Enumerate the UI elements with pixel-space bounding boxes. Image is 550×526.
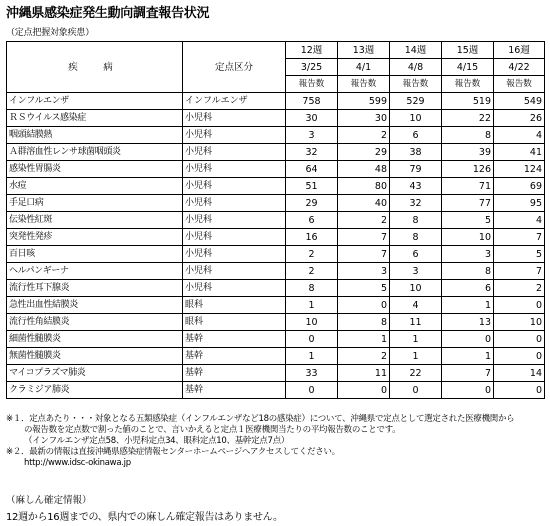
report-count-cell: 758 (286, 93, 338, 110)
report-count-cell: 4 (494, 212, 545, 229)
report-count-cell: 5 (494, 246, 545, 263)
table-row (7, 246, 545, 263)
report-count-cell: 5 (442, 212, 494, 229)
disease-name-cell: 咽頭結膜熱 (7, 127, 183, 144)
type-column-header: 定点区分 (183, 42, 286, 93)
report-count-cell: 71 (442, 178, 494, 195)
disease-name-cell: 急性出血性結膜炎 (7, 297, 183, 314)
report-count-cell: 6 (390, 246, 442, 263)
report-count-cell: 95 (494, 195, 545, 212)
report-count-cell: 2 (338, 127, 390, 144)
report-count-cell: 4 (390, 297, 442, 314)
report-count-cell: 0 (390, 382, 442, 399)
footnote-2-line-1: ※２．最新の情報は直接沖縄県感染症情報センターホームページへアクセスしてください。 (6, 447, 340, 457)
report-count-cell: 2 (286, 246, 338, 263)
week-header: 12週 (286, 42, 338, 59)
sentinel-type-cell: 小児科 (183, 263, 286, 280)
sentinel-type-cell: 小児科 (183, 127, 286, 144)
report-count-cell: 8 (338, 314, 390, 331)
report-count-cell: 10 (494, 314, 545, 331)
report-count-cell: 0 (338, 297, 390, 314)
report-count-cell: 8 (390, 229, 442, 246)
report-count-cell: 10 (390, 110, 442, 127)
disease-name-cell: インフルエンザ (7, 93, 183, 110)
unit-header: 報告数 (442, 76, 494, 93)
week-header: 14週 (390, 42, 442, 59)
week-header-row (7, 42, 545, 59)
report-count-cell: 549 (494, 93, 545, 110)
report-count-cell: 51 (286, 178, 338, 195)
table-row (7, 229, 545, 246)
report-count-cell: 0 (286, 331, 338, 348)
disease-name-cell: 細菌性髄膜炎 (7, 331, 183, 348)
date-header: 4/22 (494, 59, 545, 76)
report-count-cell: 29 (338, 144, 390, 161)
report-count-cell: 529 (390, 93, 442, 110)
report-count-cell: 6 (286, 212, 338, 229)
sentinel-type-cell: 基幹 (183, 365, 286, 382)
report-count-cell: 3 (390, 263, 442, 280)
report-count-cell: 1 (390, 348, 442, 365)
report-count-cell: 10 (390, 280, 442, 297)
report-count-cell: 0 (338, 382, 390, 399)
disease-name-cell: 手足口病 (7, 195, 183, 212)
report-count-cell: 43 (390, 178, 442, 195)
report-count-cell: 0 (286, 382, 338, 399)
footnote-1-line-2: の報告数を定点数で割った値のことで、言いかえると定点１医療機関当たりの平均報告数のことです。 (24, 425, 401, 435)
report-count-cell: 8 (442, 263, 494, 280)
report-count-cell: 3 (338, 263, 390, 280)
report-count-cell: 16 (286, 229, 338, 246)
unit-header: 報告数 (390, 76, 442, 93)
page-subtitle: （定点把握対象疾患） (6, 28, 95, 38)
report-count-cell: 39 (442, 144, 494, 161)
report-count-cell: 8 (286, 280, 338, 297)
sentinel-type-cell: インフルエンザ (183, 93, 286, 110)
table-row (7, 161, 545, 178)
page-title: 沖縄県感染症発生動向調査報告状況 (6, 6, 210, 21)
table-row (7, 110, 545, 127)
measles-statement: 12週から16週までの、県内での麻しん確定報告はありません。 (6, 512, 283, 523)
footnote-1-line-1: ※１．定点あたり・・・対象となる五類感染症（インフルエンザなど18の感染症）について、沖縄県で定点として選定された医療機関から (6, 414, 515, 424)
table-header (7, 42, 545, 93)
sentinel-type-cell: 小児科 (183, 246, 286, 263)
report-count-cell: 2 (338, 348, 390, 365)
sentinel-type-cell: 基幹 (183, 331, 286, 348)
report-count-cell: 10 (442, 229, 494, 246)
date-header: 4/1 (338, 59, 390, 76)
report-count-cell: 2 (494, 280, 545, 297)
sentinel-type-cell: 眼科 (183, 297, 286, 314)
sentinel-type-cell: 眼科 (183, 314, 286, 331)
disease-name-cell: 突発性発疹 (7, 229, 183, 246)
report-count-cell: 64 (286, 161, 338, 178)
unit-header: 報告数 (494, 76, 545, 93)
report-count-cell: 22 (442, 110, 494, 127)
disease-name-cell: マイコプラズマ肺炎 (7, 365, 183, 382)
table-row (7, 331, 545, 348)
report-count-cell: 3 (442, 246, 494, 263)
disease-name-cell: 流行性角結膜炎 (7, 314, 183, 331)
disease-name-cell: ヘルパンギーナ (7, 263, 183, 280)
report-count-cell: 30 (286, 110, 338, 127)
report-count-cell: 26 (494, 110, 545, 127)
report-count-cell: 33 (286, 365, 338, 382)
sentinel-type-cell: 小児科 (183, 110, 286, 127)
unit-header: 報告数 (286, 76, 338, 93)
report-count-cell: 126 (442, 161, 494, 178)
disease-name-cell: 感染性胃腸炎 (7, 161, 183, 178)
report-count-cell: 10 (286, 314, 338, 331)
table-row (7, 263, 545, 280)
report-count-cell: 0 (494, 382, 545, 399)
report-count-cell: 11 (390, 314, 442, 331)
table-row (7, 93, 545, 110)
report-count-cell: 48 (338, 161, 390, 178)
report-count-cell: 2 (338, 212, 390, 229)
disease-column-header: 疾 病 (7, 42, 183, 93)
disease-name-cell: 伝染性紅斑 (7, 212, 183, 229)
table-row (7, 314, 545, 331)
table-row (7, 195, 545, 212)
report-count-cell: 519 (442, 93, 494, 110)
report-count-cell: 1 (442, 297, 494, 314)
sentinel-type-cell: 小児科 (183, 144, 286, 161)
report-count-cell: 7 (494, 229, 545, 246)
disease-name-cell: ＲＳウイルス感染症 (7, 110, 183, 127)
report-count-cell: 69 (494, 178, 545, 195)
report-count-cell: 1 (286, 297, 338, 314)
report-count-cell: 0 (494, 331, 545, 348)
report-count-cell: 1 (286, 348, 338, 365)
report-count-cell: 7 (338, 246, 390, 263)
report-count-cell: 7 (338, 229, 390, 246)
sentinel-type-cell: 小児科 (183, 280, 286, 297)
unit-header: 報告数 (338, 76, 390, 93)
report-count-cell: 1 (390, 331, 442, 348)
report-count-cell: 0 (494, 348, 545, 365)
report-count-cell: 3 (286, 127, 338, 144)
report-count-cell: 7 (442, 365, 494, 382)
report-count-cell: 6 (442, 280, 494, 297)
report-count-cell: 30 (338, 110, 390, 127)
report-count-cell: 2 (286, 263, 338, 280)
report-count-cell: 32 (390, 195, 442, 212)
table-row (7, 144, 545, 161)
report-count-cell: 11 (338, 365, 390, 382)
footnote-2-url: http://www.idsc-okinawa.jp (24, 458, 131, 468)
report-count-cell: 22 (390, 365, 442, 382)
report-count-cell: 41 (494, 144, 545, 161)
sentinel-type-cell: 小児科 (183, 178, 286, 195)
disease-name-cell: 無菌性髄膜炎 (7, 348, 183, 365)
sentinel-type-cell: 基幹 (183, 382, 286, 399)
footnotes (6, 414, 546, 469)
report-count-cell: 4 (494, 127, 545, 144)
week-header: 15週 (442, 42, 494, 59)
report-count-cell: 0 (442, 382, 494, 399)
footnote-1-line-3: （インフルエンザ定点58、小児科定点34、眼科定点10、基幹定点7点） (24, 436, 290, 446)
report-count-cell: 0 (494, 297, 545, 314)
sentinel-type-cell: 小児科 (183, 195, 286, 212)
sentinel-type-cell: 小児科 (183, 161, 286, 178)
table-row (7, 280, 545, 297)
report-count-cell: 13 (442, 314, 494, 331)
report-count-cell: 8 (390, 212, 442, 229)
table-row (7, 178, 545, 195)
table-row (7, 212, 545, 229)
week-header: 16週 (494, 42, 545, 59)
report-count-cell: 8 (442, 127, 494, 144)
table-body (7, 93, 545, 399)
report-count-cell: 80 (338, 178, 390, 195)
table-row (7, 127, 545, 144)
report-count-cell: 5 (338, 280, 390, 297)
disease-name-cell: 水痘 (7, 178, 183, 195)
disease-name-cell: 百日咳 (7, 246, 183, 263)
date-header: 3/25 (286, 59, 338, 76)
report-count-cell: 124 (494, 161, 545, 178)
date-header: 4/8 (390, 59, 442, 76)
report-count-cell: 7 (494, 263, 545, 280)
report-count-cell: 79 (390, 161, 442, 178)
report-count-cell: 14 (494, 365, 545, 382)
report-count-cell: 6 (390, 127, 442, 144)
report-count-cell: 77 (442, 195, 494, 212)
report-count-cell: 1 (442, 348, 494, 365)
report-count-cell: 0 (442, 331, 494, 348)
disease-name-cell: クラミジア肺炎 (7, 382, 183, 399)
disease-name-cell: 流行性耳下腺炎 (7, 280, 183, 297)
disease-name-cell: Ａ群溶血性レンサ球菌咽頭炎 (7, 144, 183, 161)
table-row (7, 297, 545, 314)
sentinel-type-cell: 小児科 (183, 229, 286, 246)
sentinel-type-cell: 小児科 (183, 212, 286, 229)
sentinel-type-cell: 基幹 (183, 348, 286, 365)
report-count-cell: 1 (338, 331, 390, 348)
report-table (6, 41, 545, 399)
report-count-cell: 38 (390, 144, 442, 161)
table-row (7, 365, 545, 382)
table-row (7, 382, 545, 399)
report-count-cell: 40 (338, 195, 390, 212)
date-header: 4/15 (442, 59, 494, 76)
report-count-cell: 29 (286, 195, 338, 212)
table-row (7, 348, 545, 365)
week-header: 13週 (338, 42, 390, 59)
measles-heading: （麻しん確定情報） (6, 495, 92, 506)
report-count-cell: 599 (338, 93, 390, 110)
report-count-cell: 32 (286, 144, 338, 161)
